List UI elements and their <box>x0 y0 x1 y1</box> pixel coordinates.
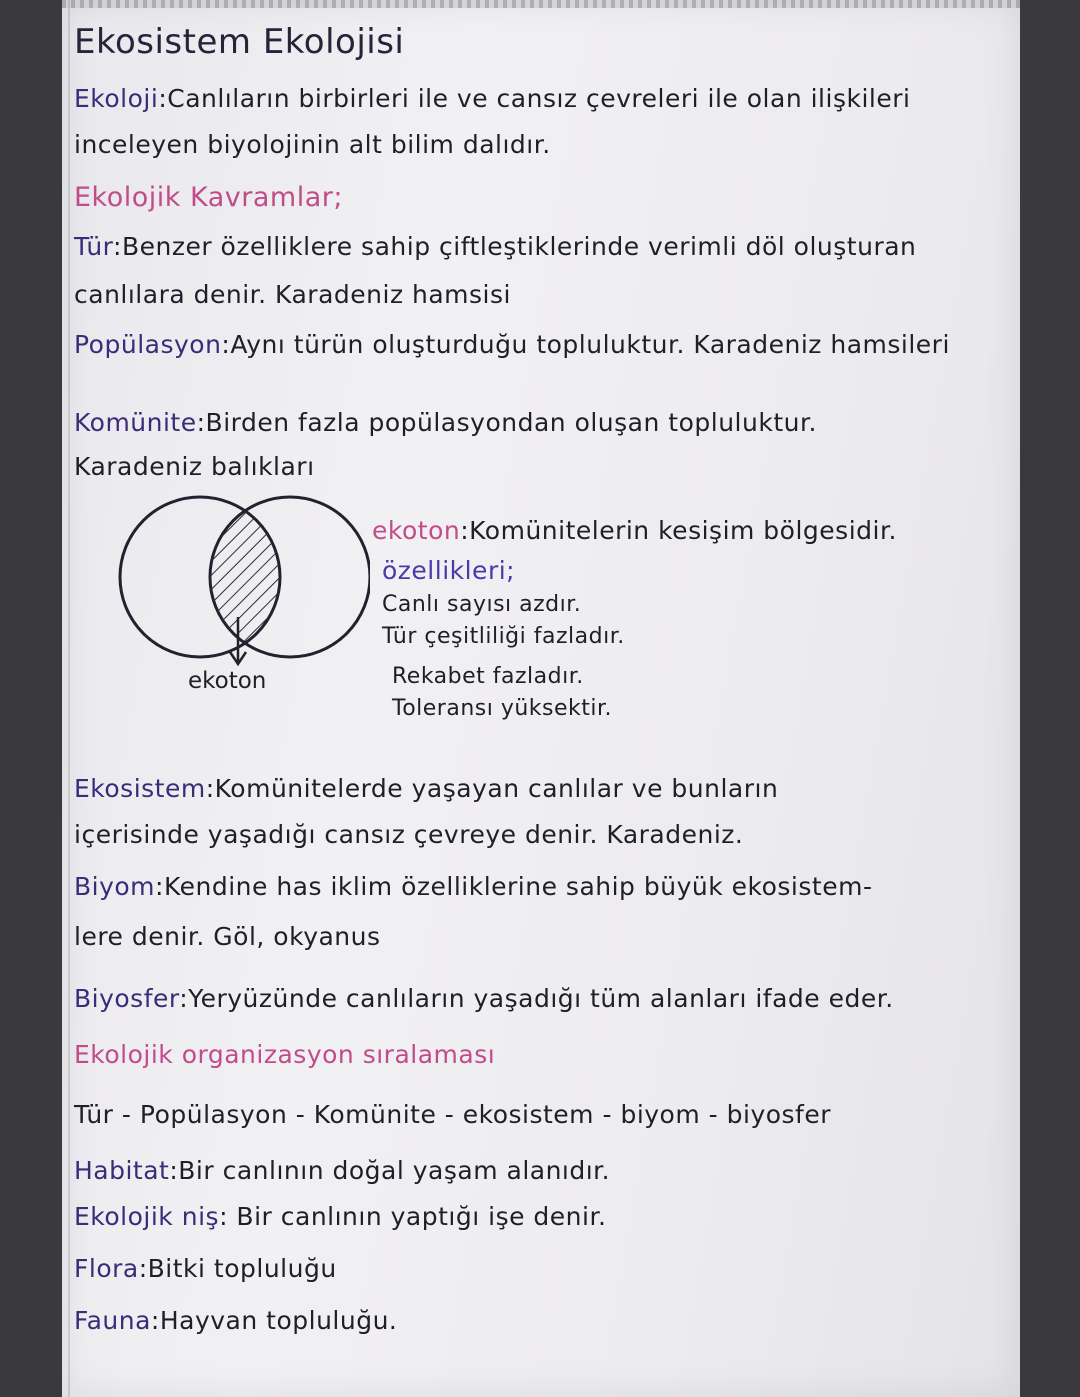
ozellikleri-text: özellikleri; <box>382 556 516 585</box>
habitat-term: Habitat <box>74 1156 170 1185</box>
ozellikleri-label <box>382 556 515 585</box>
ekosistem-term: Ekosistem <box>74 774 206 803</box>
komunite-text-1: :Birden fazla popülasyondan oluşan topluluktur. <box>196 408 817 437</box>
ekoton-feature-2: Tür çeşitliliği fazladır. <box>382 624 625 649</box>
ekoton-feature-1: Canlı sayısı azdır. <box>382 592 582 617</box>
ekoloji-definition-line1 <box>74 84 910 113</box>
komunite-definition-line2: Karadeniz balıkları <box>74 452 315 481</box>
flora-term: Flora <box>74 1254 139 1283</box>
tur-definition-line2: canlılara denir. Karadeniz hamsisi <box>74 280 511 309</box>
fauna-text: :Hayvan topluluğu. <box>150 1306 398 1335</box>
page-title: Ekosistem Ekolojisi <box>74 22 405 62</box>
biyom-definition-line2: lere denir. Göl, okyanus <box>74 922 381 951</box>
tur-term: Tür <box>74 232 114 261</box>
flora-definition <box>74 1254 337 1283</box>
biyosfer-term: Biyosfer <box>74 984 180 1013</box>
habitat-text: :Bir canlının doğal yaşam alanıdır. <box>169 1156 611 1185</box>
siralama-header: Ekolojik organizasyon sıralaması <box>74 1040 496 1069</box>
siralama-sequence: Tür - Popülasyon - Komünite - ekosistem - biyom - biyosfer <box>74 1100 832 1129</box>
spiral-binding-strip <box>62 0 1020 8</box>
komunite-definition-line1 <box>74 408 817 437</box>
ekoton-definition <box>372 516 897 545</box>
ekoton-text: :Komünitelerin kesişim bölgesidir. <box>460 516 897 545</box>
diagram-ekoton-label: ekoton <box>188 668 267 694</box>
komunite-term: Komünite <box>74 408 197 437</box>
populasyon-text: :Aynı türün oluşturduğu topluluktur. Karadeniz hamsileri <box>221 330 950 359</box>
biyom-definition-line1 <box>74 872 872 901</box>
ekoloji-term: Ekoloji <box>74 84 159 113</box>
ekosistem-definition-line2: içerisinde yaşadığı cansız çevreye denir. Karadeniz. <box>74 820 744 849</box>
nis-definition <box>74 1202 606 1231</box>
ekoton-term: ekoton <box>372 516 461 545</box>
page-margin-line <box>68 0 70 1397</box>
fauna-term: Fauna <box>74 1306 151 1335</box>
fauna-definition <box>74 1306 397 1335</box>
tur-text-1: :Benzer özelliklere sahip çiftleştiklerinde verimli döl oluşturan <box>113 232 917 261</box>
nis-text: : Bir canlının yaptığı işe denir. <box>219 1202 607 1231</box>
populasyon-term: Popülasyon <box>74 330 222 359</box>
biyom-term: Biyom <box>74 872 156 901</box>
biyom-text-1: :Kendine has iklim özelliklerine sahip büyük ekosistem- <box>155 872 873 901</box>
populasyon-definition <box>74 330 950 359</box>
flora-text: :Bitki topluluğu <box>138 1254 337 1283</box>
ekoton-feature-3: Rekabet fazladır. <box>392 664 584 689</box>
ekoton-feature-4: Toleransı yüksektir. <box>392 696 613 721</box>
tur-definition-line1 <box>74 232 916 261</box>
ekoloji-definition-line2: inceleyen biyolojinin alt bilim dalıdır. <box>74 130 551 159</box>
ekolojik-kavramlar-header: Ekolojik Kavramlar; <box>74 182 343 213</box>
nis-term: Ekolojik niş <box>74 1202 220 1231</box>
ekoloji-text-1: :Canlıların birbirleri ile ve cansız çevreleri ile olan ilişkileri <box>158 84 911 113</box>
habitat-definition <box>74 1156 610 1185</box>
ekosistem-text-1: :Komünitelerde yaşayan canlılar ve bunların <box>205 774 779 803</box>
biyosfer-text: :Yeryüzünde canlıların yaşadığı tüm alanları ifade eder. <box>179 984 894 1013</box>
biyosfer-definition <box>74 984 894 1013</box>
ekosistem-definition-line1 <box>74 774 778 803</box>
